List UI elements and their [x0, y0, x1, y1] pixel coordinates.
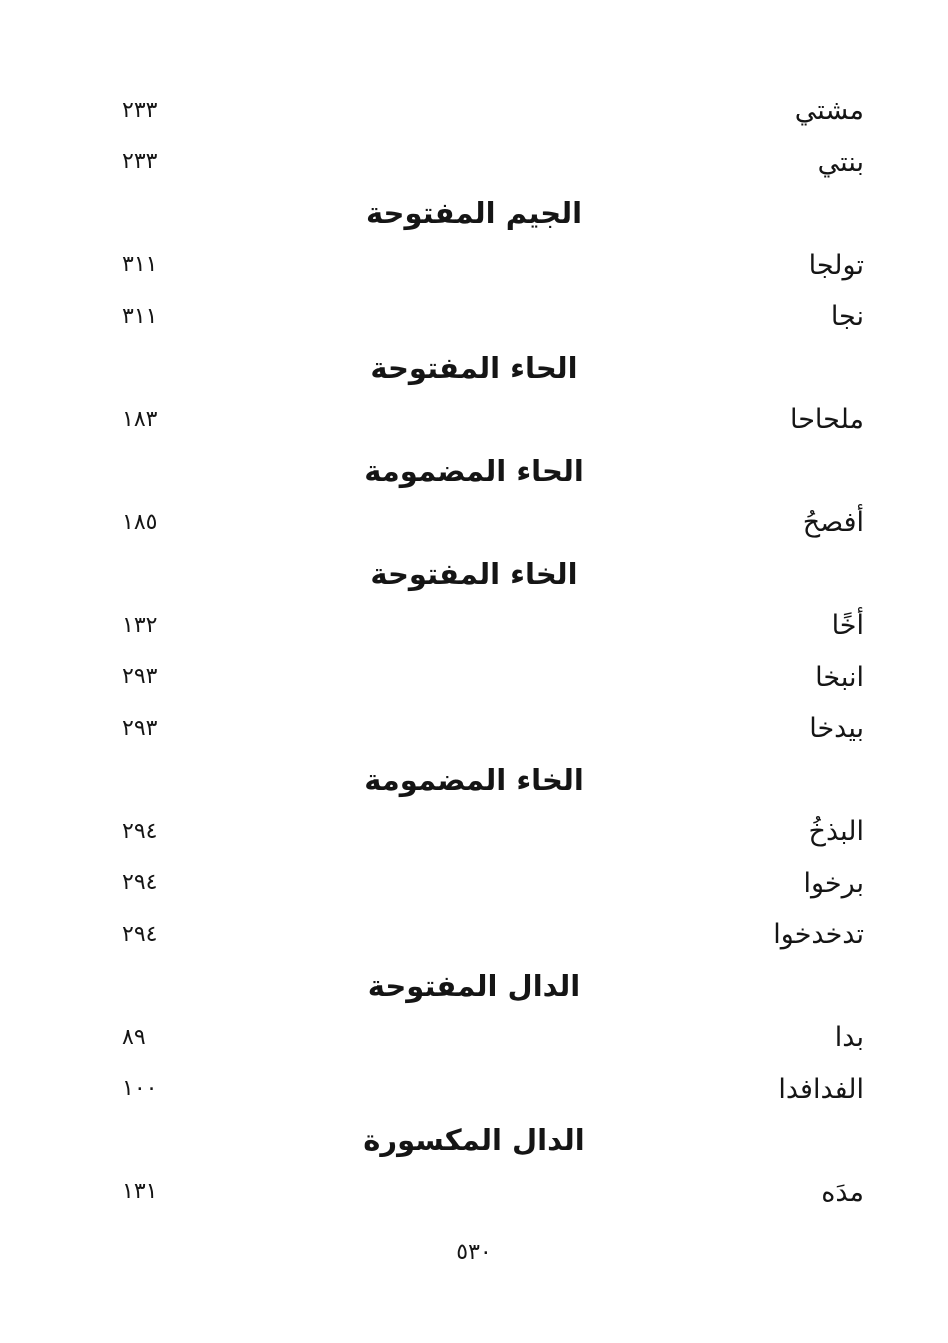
section-heading — [0, 549, 948, 601]
entry-word: ملحاحا — [790, 404, 864, 436]
page-footer — [0, 1240, 948, 1265]
index-entry-row — [0, 909, 948, 961]
entry-page-number: ٢٩٤ — [122, 870, 158, 896]
index-entry-row — [0, 291, 948, 343]
section-heading-text: الجيم المفتوحة — [365, 196, 583, 231]
index-entry-row — [0, 1167, 948, 1219]
index-entry-row — [0, 703, 948, 755]
section-heading-text: الحاء المفتوحة — [370, 350, 578, 385]
entry-word: تولجا — [808, 249, 864, 281]
section-heading-text: الدال المكسورة — [363, 1123, 585, 1158]
entry-page-number: ١٣٢ — [122, 612, 158, 638]
index-entry-row — [0, 1012, 948, 1064]
section-heading — [0, 1115, 948, 1167]
entry-page-number: ١٠٠ — [122, 1076, 158, 1102]
entry-word: انبخا — [815, 661, 864, 693]
section-heading — [0, 446, 948, 498]
entry-page-number: ١٣١ — [122, 1179, 158, 1205]
index-entry-row — [0, 497, 948, 549]
entry-page-number: ٢٣٣ — [122, 149, 158, 175]
entry-page-number: ٢٩٣ — [122, 715, 158, 741]
section-heading-text: الحاء المضمومة — [364, 453, 584, 488]
section-heading — [0, 755, 948, 807]
entry-word: البذخُ — [808, 816, 864, 848]
index-entry-row — [0, 806, 948, 858]
index-entry-row — [0, 137, 948, 189]
section-heading-text: الخاء المفتوحة — [370, 556, 578, 591]
entry-page-number: ٣١١ — [122, 303, 158, 329]
entry-page-number: ٨٩ — [122, 1024, 146, 1050]
entry-word: نجا — [830, 301, 864, 333]
folio-page-number: ٥٣٠ — [456, 1240, 492, 1265]
entry-word: أفصحُ — [802, 507, 864, 539]
section-heading-text: الدال المفتوحة — [367, 968, 581, 1003]
index-entry-row — [0, 1064, 948, 1116]
index-entry-row — [0, 652, 948, 704]
entry-page-number: ١٨٥ — [122, 509, 158, 535]
entry-page-number: ٢٩٣ — [122, 664, 158, 690]
entry-word: بنتي — [817, 146, 864, 178]
entry-word: أخًا — [831, 610, 864, 642]
index-list — [0, 85, 948, 1218]
index-entry-row — [0, 85, 948, 137]
entry-page-number: ٢٣٣ — [122, 97, 158, 123]
section-heading-text: الخاء المضمومة — [364, 762, 584, 797]
index-entry-row — [0, 600, 948, 652]
index-entry-row — [0, 858, 948, 910]
entry-word: بدا — [834, 1022, 864, 1054]
entry-word: مدَه — [821, 1176, 864, 1208]
entry-word: برخوا — [803, 867, 864, 899]
entry-word: تدخدخوا — [773, 919, 864, 951]
section-heading — [0, 961, 948, 1013]
entry-page-number: ٢٩٤ — [122, 921, 158, 947]
entry-page-number: ٢٩٤ — [122, 818, 158, 844]
entry-word: بيدخا — [809, 713, 864, 745]
entry-page-number: ١٨٣ — [122, 406, 158, 432]
section-heading — [0, 343, 948, 395]
entry-page-number: ٣١١ — [122, 252, 158, 278]
index-entry-row — [0, 240, 948, 292]
entry-word: الفدافدا — [778, 1073, 864, 1105]
section-heading — [0, 188, 948, 240]
index-entry-row — [0, 394, 948, 446]
entry-word: مشتي — [794, 95, 864, 127]
